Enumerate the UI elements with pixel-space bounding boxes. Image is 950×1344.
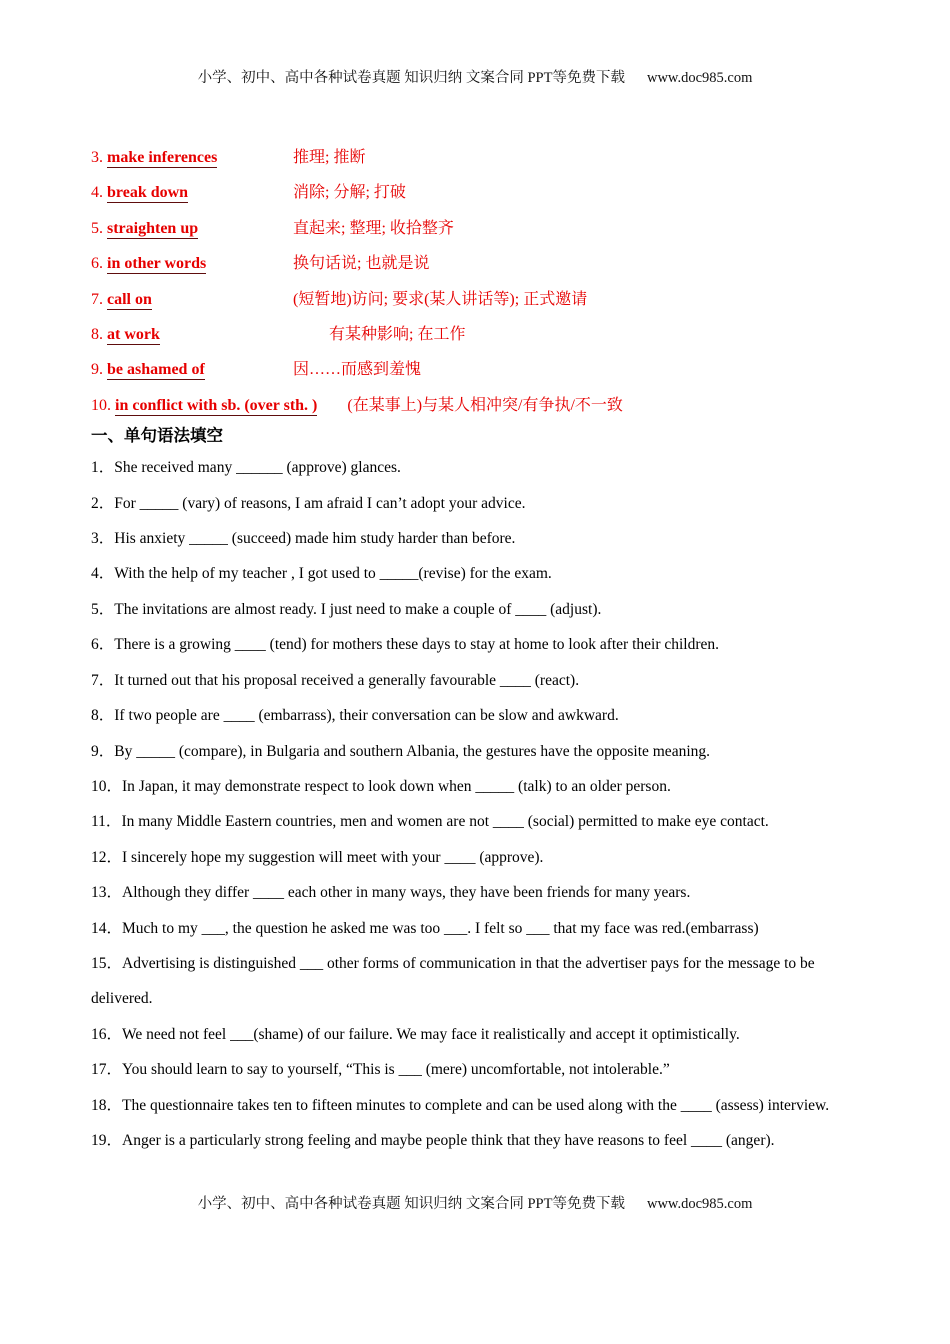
vocab-meaning: 有某种影响; 在工作 [329, 326, 466, 344]
exercise-item [91, 804, 860, 839]
exercise-item-number: 18． [91, 1096, 123, 1114]
exercise-item-text: With the help of my teacher , I got used to _____(revise) for the exam. [114, 565, 552, 583]
exercise-item-text: Although they differ ____ each other in many ways, they have been friends for many years. [122, 884, 691, 902]
exercise-item [91, 627, 860, 662]
section-heading: 一、单句语法填空 [91, 427, 223, 446]
exercise-item-text: In Japan, it may demonstrate respect to look down when _____ (talk) to an older person. [122, 777, 671, 795]
exercise-item [91, 1088, 860, 1123]
exercise-item-text: I sincerely hope my suggestion will meet with your ____ (approve). [122, 848, 544, 866]
vocab-meaning: 消除; 分解; 打破 [293, 184, 406, 202]
exercise-item-text: Much to my ___, the question he asked me was too ___. I felt so ___ that my face was red.(embarrass) [122, 919, 759, 937]
vocab-number: 5. [91, 219, 103, 237]
exercise-item-number: 2． [91, 494, 115, 512]
exercise-item [91, 1052, 860, 1087]
exercise-item-text: She received many ______ (approve) glances. [114, 459, 401, 477]
exercise-item-text: The invitations are almost ready. I just need to make a couple of ____ (adjust). [114, 600, 602, 618]
exercise-item-number: 5． [91, 600, 115, 618]
vocab-phrase: be ashamed of [107, 361, 205, 379]
vocab-item [91, 317, 860, 352]
vocab-meaning: 推理; 推断 [293, 149, 366, 166]
vocab-phrase: in conflict with sb. (over sth. ) [115, 396, 318, 414]
exercise-item-number: 11． [91, 813, 122, 831]
footer-text: 小学、初中、高中各种试卷真题 知识归纳 文案合同 PPT等免费下载 [197, 1196, 625, 1212]
exercise-item [91, 698, 860, 733]
vocab-number: 6. [91, 255, 103, 273]
exercise-item [91, 946, 860, 1017]
vocab-number: 8. [91, 326, 103, 344]
page-header [0, 66, 950, 87]
exercise-item-number: 4． [91, 565, 115, 583]
exercise-item [91, 1017, 860, 1052]
exercise-item-number: 14． [91, 919, 123, 937]
exercise-item-number: 3． [91, 530, 115, 548]
exercise-item-number: 13． [91, 884, 123, 902]
exercise-item-number: 19． [91, 1131, 123, 1149]
exercise-item-number: 16． [91, 1025, 123, 1043]
exercise-item-text: The questionnaire takes ten to fifteen minutes to complete and can be used along with the ____ (assess) interview. [122, 1096, 830, 1114]
exercise-item-number: 12． [91, 848, 123, 866]
header-url: www.doc985.com [646, 70, 753, 86]
exercise-item-text: It turned out that his proposal received a generally favourable ____ (react). [114, 671, 580, 689]
footer-url: www.doc985.com [646, 1196, 753, 1212]
vocab-item [91, 246, 860, 281]
vocab-number: 10. [91, 396, 111, 414]
exercise-item [91, 1123, 860, 1158]
vocab-meaning: 换句话说; 也就是说 [293, 255, 430, 273]
vocab-meaning: 因……而感到羞愧 [293, 361, 422, 379]
header-text: 小学、初中、高中各种试卷真题 知识归纳 文案合同 PPT等免费下载 [197, 70, 625, 86]
exercise-item-number: 7． [91, 671, 115, 689]
vocab-number: 9. [91, 361, 103, 379]
vocab-number: 3. [91, 149, 103, 166]
exercise-item-number: 6． [91, 636, 115, 654]
exercise-item-text: His anxiety _____ (succeed) made him study harder than before. [114, 530, 516, 548]
exercise-item [91, 450, 860, 485]
exercise-item-text: If two people are ____ (embarrass), their conversation can be slow and awkward. [114, 707, 619, 725]
exercise-item-text: There is a growing ____ (tend) for mothers these days to stay at home to look after their children. [114, 636, 720, 654]
exercise-item-text: Anger is a particularly strong feeling and maybe people think that they have reasons to feel ____ (anger). [122, 1131, 775, 1149]
exercise-item-number: 1． [91, 459, 115, 477]
exercise-item [91, 734, 860, 769]
vocab-item [91, 140, 860, 175]
vocab-item [91, 388, 860, 423]
exercise-item-number: 10． [91, 777, 123, 795]
vocab-meaning: (在某事上)与某人相冲突/有争执/不一致 [347, 396, 623, 414]
vocab-number: 7. [91, 290, 103, 308]
exercise-list [91, 450, 860, 1158]
vocab-item [91, 175, 860, 210]
exercise-item [91, 592, 860, 627]
exercise-item [91, 840, 860, 875]
exercise-item-text: By _____ (compare), in Bulgaria and southern Albania, the gestures have the opposite meaning. [114, 742, 711, 760]
vocab-phrase: straighten up [107, 219, 199, 237]
exercise-item [91, 911, 860, 946]
exercise-item-number: 17． [91, 1061, 123, 1079]
exercise-item [91, 875, 860, 910]
vocab-phrase: call on [107, 290, 152, 308]
vocab-phrase: break down [107, 184, 189, 202]
exercise-item-number: 15． [91, 954, 123, 972]
exercise-item [91, 663, 860, 698]
vocab-number: 4. [91, 184, 103, 202]
exercise-item-text: Advertising is distinguished ___ other forms of communication in that the advertiser pays for the message to be delivered. [91, 954, 815, 1008]
vocab-meaning: (短暂地)访问; 要求(某人讲话等); 正式邀请 [293, 290, 588, 308]
vocab-list [91, 140, 860, 423]
exercise-item-number: 8． [91, 707, 115, 725]
exercise-item [91, 486, 860, 521]
vocab-phrase: at work [107, 326, 160, 344]
exercise-item-text: You should learn to say to yourself, “This is ___ (mere) uncomfortable, not intolerable.” [122, 1061, 670, 1079]
document-content [91, 140, 860, 1158]
exercise-item [91, 769, 860, 804]
vocab-phrase: make inferences [107, 149, 218, 166]
vocab-phrase: in other words [107, 255, 207, 273]
vocab-item [91, 211, 860, 246]
vocab-item [91, 282, 860, 317]
exercise-item [91, 556, 860, 591]
page-footer [0, 1192, 950, 1213]
exercise-item-number: 9． [91, 742, 115, 760]
vocab-item [91, 352, 860, 387]
exercise-item-text: We need not feel ___(shame) of our failure. We may face it realistically and accept it optimistically. [122, 1025, 740, 1043]
exercise-item [91, 521, 860, 556]
exercise-item-text: In many Middle Eastern countries, men and women are not ____ (social) permitted to make eye contact. [121, 813, 769, 831]
exercise-item-text: For _____ (vary) of reasons, I am afraid I can’t adopt your advice. [114, 494, 526, 512]
vocab-meaning: 直起来; 整理; 收拾整齐 [293, 219, 454, 237]
